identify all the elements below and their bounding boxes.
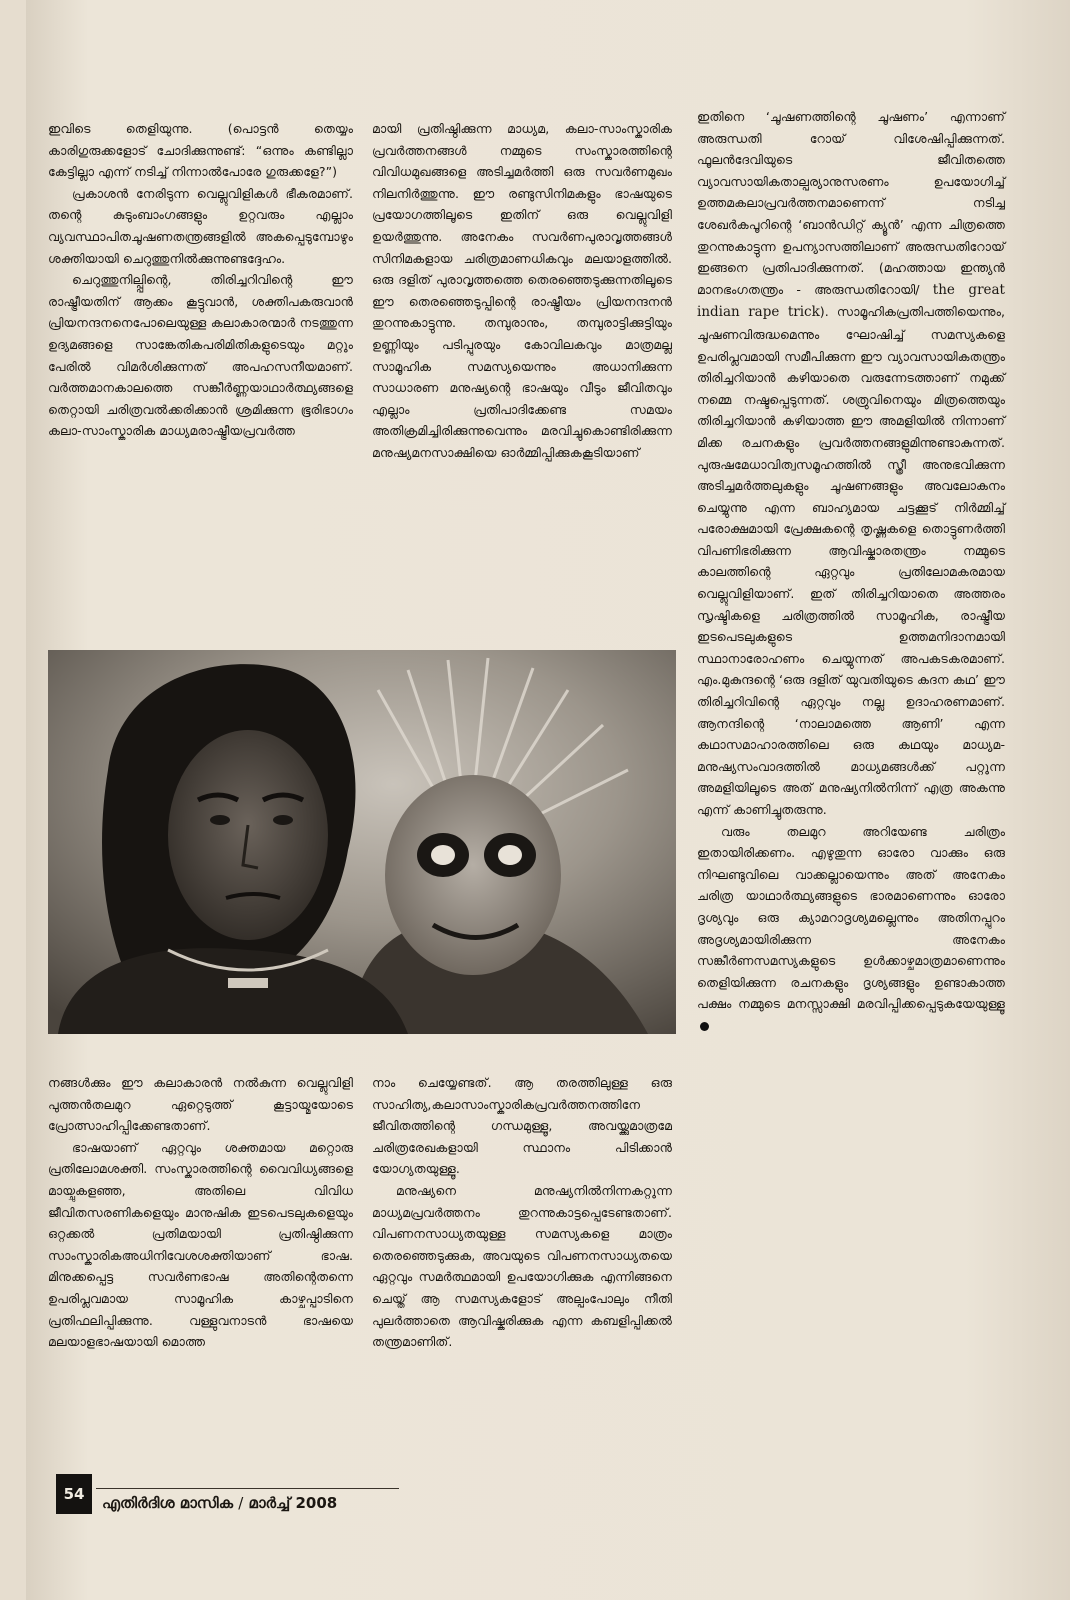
- column-2-top: [372, 118, 672, 464]
- column-2-bottom: [372, 1072, 672, 1353]
- paragraph: നങ്ങൾക്കും ഈ കലാകാരൻ നൽകുന്ന വെല്ലുവിളി പുത്തൻതലമുറ ഏറ്റെടുത്ത് കൂട്ടായ്മയോടെ പ്രോത്സാഹിപ്പിക്കേണ്ടതാണ്.: [48, 1075, 353, 1134]
- english-phrase: the great indian rape trick: [697, 281, 1005, 321]
- text-run: വരും തലമുറ അറിയേണ്ട ചരിത്രം ഇതായിരിക്കണം. എഴുതുന്ന ഓരോ വാക്കും ഒരു നിഘണ്ടുവിലെ വാക്കല്ലായെന്നും അത് അനേകം ചരിത്ര യാഥാർത്ഥ്യങ്ങളുടെ ഭാരമാണെന്നും ഓരോ ദൃശ്യവും ഒരു ക്യാമറാദൃശ്യമല്ലെന്നും അതിനപ്പുറം അദൃശ്യമായിരിക്കുന്ന അനേകം സങ്കീർണസമസ്യകളുടെ ഉൾക്കാഴ്ചമാത്രമാണെന്നും തെളിയിക്കുന്ന രചനകളും ദൃശ്യങ്ങളും ഉണ്ടാകാത്ത പക്ഷം നമ്മുടെ മനസ്സാക്ഷി മരവിപ്പിക്കപ്പെടുകയേയുള്ളൂ: [697, 823, 1005, 1012]
- film-still-photo: [48, 650, 676, 1034]
- page-number: 54: [56, 1474, 92, 1514]
- text-run: ഇതിനെ ‘ചൂഷണത്തിന്റെ ചൂഷണം’ എന്നാണ് അരുന്ധതി റോയ് വിശേഷിപ്പിക്കുന്നത്. ഫൂലൻദേവിയുടെ ജീവിതത്തെ വ്യാവസായികതാല്പര്യാനുസരണം ഉപയോഗിച്ച് ഉത്തമകലാപ്രവർത്തനമാണെന്ന് നടിച്ച ശേഖർകപൂറിന്റെ ‘ബാൻഡിറ്റ് ക്യൂൻ’ എന്ന ചിത്രത്തെ തുറന്നുകാട്ടുന്ന ഉപന്യാസത്തിലാണ് അരുന്ധതിറോയ് ഇങ്ങനെ പ്രതിപാദിക്കുന്നത്. (മഹത്തായ ഇന്ത്യൻ മാനഭംഗതന്ത്രം - അരുന്ധതിറോയി/: [697, 109, 1005, 297]
- footer-masthead: [102, 1494, 337, 1512]
- magazine-name: എതിർദിശ മാസിക: [102, 1494, 233, 1512]
- paragraph: പ്രകാശൻ നേരിടുന്ന വെല്ലുവിളികൾ ഭീകരമാണ്. തന്റെ കുടുംബാംഗങ്ങളും ഉറ്റവരും എല്ലാം വ്യവസ്ഥാപിതചൂഷണതന്ത്രങ്ങളിൽ അകപ്പെടുമ്പോഴും ശക്തിയായി ചെറുത്തുനിൽക്കുന്നുണ്ടദ്ദേഹം.: [48, 185, 353, 266]
- issue-date: മാർച്ച് 2008: [248, 1494, 338, 1512]
- paragraph: ഇവിടെ തെളിയുന്നു. (പൊട്ടൻ തെയ്യം കാരിഗുരുക്കളോട് ചോദിക്കുന്നുണ്ട്: “ഒന്നും കണ്ടില്ലാ കേട്ടില്ലാ എന്ന് നടിച്ച് നിന്നാൽപോരേ ഗുരുക്കളേ?”): [48, 121, 353, 180]
- paragraph: ഭാഷയാണ് ഏറ്റവും ശക്തമായ മറ്റൊരു പ്രതിലോമശക്തി. സംസ്കാരത്തിന്റെ വൈവിധ്യങ്ങളെ മായ്ചുകളഞ്ഞ, അതിലെ വിവിധ ജീവിതസരണികളെയും മാനുഷിക ഇടപെടലുകളെയും ഒറ്റക്കൽ പ്രതിമയായി പ്രതിഷ്ഠിക്കുന്ന സാംസ്കാരികഅധിനിവേശശക്തിയാണ് ഭാഷ. മിനുക്കപ്പെട്ട സവർണഭാഷ അതിന്റെതന്നെ ഉപരിപ്ലവമായ സാമൂഹിക കാഴ്ചപ്പാടിനെ പ്രതിഫലിപ്പിക്കുന്നു. വള്ളുവനാടൻ ഭാഷയെ മലയാളഭാഷയായി മൊത്ത: [48, 1139, 353, 1350]
- paragraph: മായി പ്രതിഷ്ഠിക്കുന്ന മാധ്യമ, കലാ-സാംസ്കാരിക പ്രവർത്തനങ്ങൾ നമ്മുടെ സംസ്കാരത്തിന്റെ വിവിധമുഖങ്ങളെ അടിച്ചമർത്തി ഒരു സവർണമുഖം നിലനിർത്തുന്നു. ഈ രണ്ടുസിനിമകളും ഭാഷയുടെ പ്രയോഗത്തിലൂടെ ഇതിന് ഒരു വെല്ലുവിളി ഉയർത്തുന്നു. അനേകം സവർണപുരാവൃത്തങ്ങൾ സിനിമകളായ ചരിത്രമാണധികവും മലയാളത്തിൽ. ഒരു ദളിത് പുരാവൃത്തത്തെ തെരഞ്ഞെടുക്കുന്നതിലൂടെ ഈ തെരഞ്ഞെടുപ്പിന്റെ രാഷ്ട്രീയം പ്രിയനന്ദനൻ തുറന്നുകാട്ടുന്നു. തമ്പുരാനും, തമ്പുരാട്ടിക്കുട്ടിയും ഉണ്ണിയും പടിപ്പുരയും കോവിലകവും മാത്രമല്ല സാമൂഹിക സമസ്യയെന്നും അധാനിക്കുന്ന സാധാരണ മനുഷ്യന്റെ ഭാഷയും വീടും ജീവിതവും എല്ലാം പ്രതിപാദിക്കേണ്ട സമയം അതിക്രമിച്ചിരിക്കുന്നുവെന്നും മരവിച്ചുകൊണ്ടിരിക്കുന്ന മനുഷ്യമനസാക്ഷിയെ ഓർമ്മിപ്പിക്കുകകൂടിയാണ്: [372, 121, 672, 460]
- end-mark-icon: [700, 1022, 709, 1031]
- paragraph: ചെറുത്തുനില്പ്പിന്റെ, തിരിച്ചറിവിന്റെ ഈ രാഷ്ട്രീയതിന് ആക്കം കൂട്ടുവാൻ, ശക്തിപകരുവാൻ പ്രിയനന്ദനനെപോലെയുള്ള കലാകാരന്മാർ നടത്തുന്ന ഉദ്യമങ്ങളെ സാങ്കേതികപരിമിതികളുടെയും മറ്റും പേരിൽ വിമർശിക്കുന്നത് അപഹസനീയമാണ്. വർത്തമാനകാലത്തെ സങ്കീർണ്ണയാഥാർത്ഥ്യങ്ങളെ തെറ്റായി ചരിത്രവൽക്കരിക്കാൻ ശ്രമിക്കുന്ന ഭൂരിഭാഗം കലാ-സാംസ്കാരിക മാധ്യമരാഷ്ട്രീയപ്രവർത്ത: [48, 272, 353, 439]
- paragraph: നാം ചെയ്യേണ്ടത്. ആ തരത്തിലുള്ള ഒരു സാഹിത്യ,കലാസാംസ്കാരികപ്രവർത്തനത്തിനേ ജീവിതത്തിന്റെ ഗന്ധമുള്ളൂ, അവയ്ക്കുമാത്രമേ ചരിത്രരേഖകളായി സ്ഥാനം പിടിക്കാൻ യോഗ്യതയുള്ളൂ.: [372, 1075, 672, 1177]
- column-1-bottom: [48, 1072, 353, 1353]
- text-run: ). സാമൂഹികപ്രതിപത്തിയെന്നും, ചൂഷണവിരുദ്ധമെന്നും ഘോഷിച്ച് സമസ്യകളെ ഉപരിപ്ലവമായി സമീപിക്കുന്ന ഈ വ്യാവസായികതന്ത്രം തിരിച്ചറിയാൻ കഴിയാതെ വരുന്നേടത്താണ് നമുക്ക് നമ്മെ നഷ്ടപ്പെടുന്നത്. ശത്രുവിനെയും മിത്രത്തെയും തിരിച്ചറിയാൻ കഴിയാത്ത ഈ അമളിയിൽ നിന്നാണ് മിക്ക രചനകളും പ്രവർത്തനങ്ങളുമിന്നുണ്ടാകുന്നത്. പുരുഷമേധാവിത്വസമൂഹത്തിൽ സ്ത്രീ അനുഭവിക്കുന്ന അടിച്ചമർത്തലുകളും ചൂഷണങ്ങളും അവലോകനം ചെയ്യുന്നു എന്ന ബാഹ്യമായ ചട്ടക്കൂട് നിർമ്മിച്ച് പരോക്ഷമായി പ്രേക്ഷകന്റെ തൃഷ്ണകളെ തൊട്ടുണർത്തി വിപണിഭരിക്കുന്ന ആവിഷ്കാരതന്ത്രം നമ്മുടെ കാലത്തിന്റെ ഏറ്റവും പ്രതിലോമകരമായ വെല്ലുവിളിയാണ്. ഇത് തിരിച്ചറിയാതെ അത്തരം സൃഷ്ടികളെ ചരിത്രത്തിൽ സാമൂഹിക, രാഷ്ട്രീയ ഇടപെടലുകളുടെ ഉത്തമനിദാനമായി സ്ഥാനാരോഹണം ചെയ്യുന്നത് അപകടകരമാണ്. എം.മുകുന്ദന്റെ ‘ഒരു ദളിത് യുവതിയുടെ കദന കഥ’ ഈ തിരിച്ചറിവിന്റെ ഏറ്റവും നല്ല ഉദാഹരണമാണ്. ആനന്ദിന്റെ ‘നാലാമത്തെ ആണി’ എന്ന കഥാസമാഹാരത്തിലെ ഒരു കഥയും മാധ്യമ-മനുഷ്യസംവാദത്തിൽ മാധ്യമങ്ങൾക്ക് പറ്റുന്ന അമളിയിലൂടെ അത് മനുഷ്യനിൽനിന്ന് എത്ര അകന്നു എന്ന് കാണിച്ചുതരുന്നു.: [697, 304, 1005, 817]
- column-3: [697, 106, 1005, 1037]
- column-1-top: [48, 118, 353, 442]
- paragraph: [697, 821, 1005, 1037]
- paragraph: മനുഷ്യനെ മനുഷ്യനിൽനിന്നകറ്റുന്ന മാധ്യമപ്രവർത്തനം തുറന്നുകാട്ടപ്പെടേണ്ടതാണ്. വിപണനസാധ്യതയുള്ള സമസ്യകളെ മാത്രം തെരഞ്ഞെടുക്കുക, അവയുടെ വിപണനസാധ്യതയെ ഏറ്റവും സമർത്ഥമായി ഉപയോഗിക്കുക എന്നിങ്ങനെ ചെയ്ത് ആ സമസ്യകളോട് അല്പംപോലും നീതി പുലർത്താതെ ആവിഷ്കരിക്കുക എന്ന കബളിപ്പിക്കൽ തന്ത്രമാണിത്.: [372, 1182, 672, 1350]
- footer-divider: [96, 1488, 399, 1489]
- footer-separator: /: [238, 1494, 244, 1512]
- paragraph: [697, 106, 1005, 821]
- photo-illustration: [48, 650, 676, 1034]
